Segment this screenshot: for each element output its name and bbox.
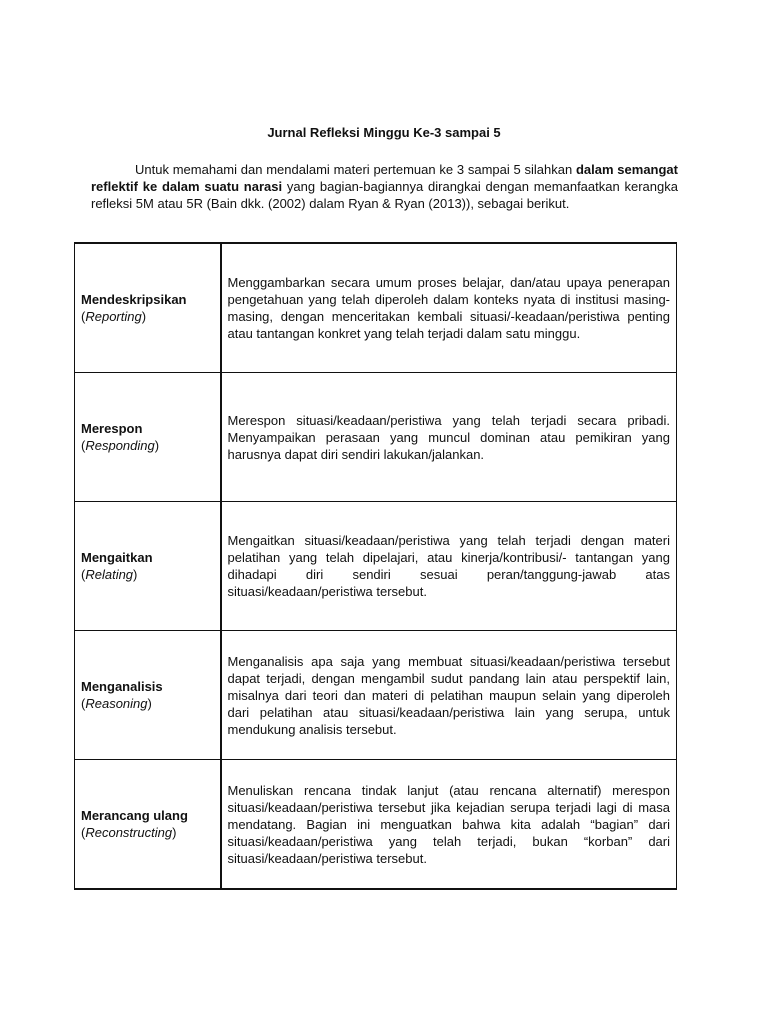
description-cell: Mengaitkan situasi/keadaan/peristiwa yang telah terjadi dengan materi pelatihan yang telah dipelajari, atau kinerja/kontribusi/- tantangan yang dihadapi diri sendiri sesuai peran/tanggung-jawab atas situasi/keadaan/peristiwa tersebut. bbox=[221, 502, 677, 631]
row-label: Menganalisis bbox=[81, 679, 163, 694]
intro-text-bold: dalam semangat reflektif ke dalam suatu narasi bbox=[91, 162, 678, 194]
row-label-en-text: Relating bbox=[85, 567, 134, 582]
intro-text-end: yang bagian-bagiannya dirangkai dengan memanfaatkan kerangka refleksi 5M atau 5R (Bain dkk. (2002) dalam Ryan & Ryan (2013)), sebagai berikut. bbox=[91, 179, 678, 211]
label-cell bbox=[75, 631, 221, 760]
intro-text-start: Untuk memahami dan mendalami materi pertemuan ke 3 sampai 5 silahkan bbox=[135, 162, 576, 177]
table-row bbox=[75, 631, 677, 760]
reflection-table bbox=[74, 242, 677, 890]
table-row bbox=[75, 502, 677, 631]
intro-paragraph bbox=[91, 161, 678, 212]
table-row bbox=[75, 243, 677, 373]
description-cell: Merespon situasi/keadaan/peristiwa yang telah terjadi secara pribadi. Menyampaikan perasaan yang muncul dominan atau pemikiran yang harusnya dapat diri sendiri lakukan/jalankan. bbox=[221, 373, 677, 502]
row-label-en: (Responding) bbox=[81, 438, 160, 453]
row-label: Merancang ulang bbox=[81, 808, 188, 823]
row-label: Mengaitkan bbox=[81, 550, 153, 565]
row-label: Mendeskripsikan bbox=[81, 292, 187, 307]
label-cell bbox=[75, 760, 221, 890]
table-row bbox=[75, 373, 677, 502]
page-title: Jurnal Refleksi Minggu Ke-3 sampai 5 bbox=[267, 125, 501, 140]
description-cell: Menggambarkan secara umum proses belajar, dan/atau upaya penerapan pengetahuan yang telah diperoleh dalam konteks nyata di institusi masing-masing, dengan menceritakan kembali situasi/-keadaan/peristiwa penting atau tantangan konkret yang telah terjadi dalam satu minggu. bbox=[221, 243, 677, 373]
row-label-en-text: Reconstructing bbox=[85, 825, 173, 840]
row-label-en-text: Responding bbox=[85, 438, 155, 453]
row-label-en: (Reconstructing) bbox=[81, 825, 177, 840]
row-label: Merespon bbox=[81, 421, 143, 436]
label-cell bbox=[75, 373, 221, 502]
description-cell: Menuliskan rencana tindak lanjut (atau rencana alternatif) merespon situasi/keadaan/peristiwa tersebut jika kejadian serupa terjadi lagi di masa mendatang. Bagian ini menguatkan bahwa kita adalah “bagian” dari situasi/keadaan/peristiwa yang telah terjadi, bukan “korban” dari situasi/keadaan/peristiwa tersebut. bbox=[221, 760, 677, 890]
label-cell bbox=[75, 502, 221, 631]
table-row bbox=[75, 760, 677, 890]
row-label-en: (Reporting) bbox=[81, 309, 147, 324]
row-label-en: (Relating) bbox=[81, 567, 138, 582]
row-label-en: (Reasoning) bbox=[81, 696, 152, 711]
label-cell bbox=[75, 243, 221, 373]
description-cell: Menganalisis apa saja yang membuat situasi/keadaan/peristiwa tersebut dapat terjadi, dengan mengambil sudut pandang lain atau perspektif lain, misalnya dari teori dan materi di pelatihan maupun selain yang diperoleh dari pelatihan atau situasi/keadaan/peristiwa lain yang serupa, untuk mendukung analisis tersebut. bbox=[221, 631, 677, 760]
row-label-en-text: Reasoning bbox=[85, 696, 148, 711]
row-label-en-text: Reporting bbox=[85, 309, 142, 324]
